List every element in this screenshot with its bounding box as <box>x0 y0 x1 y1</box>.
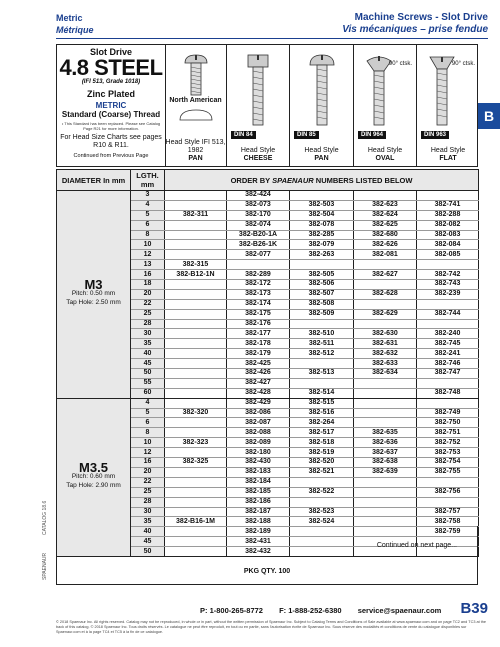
part-number-cell <box>354 497 417 507</box>
table-row <box>57 191 479 201</box>
part-number-cell: 382-624 <box>354 210 417 220</box>
part-number-cell: 382-430 <box>227 458 290 468</box>
length-cell: 45 <box>131 359 165 369</box>
length-cell: 25 <box>131 487 165 497</box>
material-grade: 4.8 STEEL <box>59 55 163 80</box>
part-number-cell: 382-431 <box>227 537 290 547</box>
table-tail <box>56 526 478 585</box>
part-number-cell <box>165 378 227 388</box>
part-number-cell <box>165 309 227 319</box>
part-number-cell: 382-188 <box>227 517 290 527</box>
part-number-cell <box>165 507 227 517</box>
part-number-cell: 382-179 <box>227 349 290 359</box>
length-cell: 35 <box>131 517 165 527</box>
part-number-cell <box>165 240 227 250</box>
replacement-note: • This Standard has been replaced. Please see Catalog Page R21 for more information. <box>61 121 161 131</box>
spec-panel <box>57 45 166 166</box>
part-number-cell <box>354 388 417 398</box>
header-rule <box>56 38 488 39</box>
part-number-cell: 382-513 <box>290 369 354 379</box>
part-number-cell <box>165 329 227 339</box>
part-number-cell: 382-516 <box>290 408 354 418</box>
part-number-cell: 382-088 <box>227 428 290 438</box>
brand-name: SPAENAUR <box>272 175 314 185</box>
head-style-label: Head Style <box>240 147 276 154</box>
part-number-cell: 382-084 <box>417 240 479 250</box>
part-number-cell: 382-639 <box>354 467 417 477</box>
length-cell: 16 <box>131 270 165 280</box>
length-cell: 4 <box>131 398 165 408</box>
section-tab[interactable]: B <box>478 103 500 129</box>
part-number-cell <box>290 497 354 507</box>
size-name: M3 <box>84 277 103 293</box>
part-number-cell <box>165 398 227 408</box>
grade-note: (IFI 513, Grade 1018) <box>81 79 141 85</box>
package-quantity: PKG QTY. 100 <box>243 568 291 575</box>
part-number-cell: 382-429 <box>227 398 290 408</box>
order-header: ORDER BY SPAENAUR NUMBERS LISTED BELOW <box>165 170 479 191</box>
part-number-cell: 382-520 <box>290 458 354 468</box>
part-number-cell <box>354 418 417 428</box>
part-number-cell <box>290 319 354 329</box>
table-header-row <box>57 170 479 191</box>
part-number-cell: 382-184 <box>227 477 290 487</box>
length-cell: 40 <box>131 349 165 359</box>
part-number-cell <box>354 319 417 329</box>
part-number-cell <box>354 408 417 418</box>
part-number-cell: 382-506 <box>290 280 354 290</box>
part-number-cell <box>165 448 227 458</box>
head-chart-reference: For Head Size Charts see pages R10 & R11. <box>60 134 162 149</box>
part-number-cell <box>417 191 479 201</box>
part-number-cell: 382-743 <box>417 280 479 290</box>
part-number-cell: 382-077 <box>227 250 290 260</box>
length-cell: 3 <box>131 191 165 201</box>
part-number-cell <box>354 477 417 487</box>
length-cell: 8 <box>131 230 165 240</box>
part-number-cell: 382-B16-1M <box>165 517 227 527</box>
part-number-cell <box>417 319 479 329</box>
page-title <box>342 12 488 36</box>
continued-next-page: Continued on next page... <box>376 542 457 549</box>
head-style-na-pan <box>165 45 227 166</box>
part-number-cell: 382-288 <box>417 210 479 220</box>
part-number-cell: 382-183 <box>227 467 290 477</box>
part-number-cell: 382-751 <box>417 428 479 438</box>
part-number-cell: 382-517 <box>290 428 354 438</box>
metric-label: METRIC <box>95 101 127 110</box>
part-number-cell: 382-626 <box>354 240 417 250</box>
part-number-cell: 382-631 <box>354 339 417 349</box>
part-number-cell: 382-B20-1A <box>227 230 290 240</box>
contact-footer <box>200 606 455 615</box>
head-style-din963-flat <box>417 45 479 166</box>
length-cell: 28 <box>131 497 165 507</box>
part-number-cell: 382-B26-1K <box>227 240 290 250</box>
part-number-cell: 382-078 <box>290 220 354 230</box>
part-number-cell: 382-323 <box>165 438 227 448</box>
part-number-cell: 382-311 <box>165 210 227 220</box>
part-number-cell: 382-180 <box>227 448 290 458</box>
size-cell <box>57 191 131 399</box>
part-number-cell: 382-264 <box>290 418 354 428</box>
length-cell: 50 <box>131 369 165 379</box>
part-number-cell: 382-741 <box>417 200 479 210</box>
part-number-cell <box>165 280 227 290</box>
part-number-cell: 382-428 <box>227 388 290 398</box>
length-cell: 35 <box>131 339 165 349</box>
countersink-angle: 90° ctsk. <box>388 61 412 67</box>
part-number-cell: 382-240 <box>417 329 479 339</box>
head-style-din964-oval <box>354 45 417 166</box>
part-number-cell: 382-239 <box>417 289 479 299</box>
part-number-cell <box>417 260 479 270</box>
part-number-cell: 382-756 <box>417 487 479 497</box>
part-number-cell: 382-170 <box>227 210 290 220</box>
part-number-cell: 382-744 <box>417 309 479 319</box>
length-cell: 16 <box>131 458 165 468</box>
part-number-cell: 382-514 <box>290 388 354 398</box>
head-style-name: CHEESE <box>243 155 273 162</box>
part-number-cell <box>417 497 479 507</box>
part-number-cell <box>165 191 227 201</box>
part-number-cell <box>165 497 227 507</box>
continued-from-previous: Continued from Previous Page <box>73 153 149 159</box>
part-number-cell <box>165 319 227 329</box>
part-number-cell: 382-519 <box>290 448 354 458</box>
catalog-side-text: CATALOG 18.6 <box>42 500 48 535</box>
part-number-cell: 382-509 <box>290 309 354 319</box>
part-number-cell <box>354 487 417 497</box>
size-name: M3.5 <box>79 460 108 476</box>
part-number-cell <box>227 260 290 270</box>
length-cell: 45 <box>131 537 165 547</box>
part-number-cell: 382-185 <box>227 487 290 497</box>
part-number-cell <box>165 299 227 309</box>
part-number-cell: 382-426 <box>227 369 290 379</box>
head-style-label: Head Style <box>367 147 403 154</box>
part-number-cell: 382-752 <box>417 438 479 448</box>
part-number-cell: 382-522 <box>290 487 354 497</box>
part-number-cell: 382-082 <box>417 220 479 230</box>
part-number-cell: 382-524 <box>290 517 354 527</box>
head-style-label: Head Style <box>304 147 339 154</box>
part-number-cell <box>290 260 354 270</box>
length-cell: 55 <box>131 378 165 388</box>
part-number-cell: 382-186 <box>227 497 290 507</box>
head-style-label: Head Style <box>430 147 466 154</box>
part-number-cell <box>290 477 354 487</box>
thread-pitch: Pitch: 0.60 mm <box>71 473 116 481</box>
part-number-cell: 382-177 <box>227 329 290 339</box>
tap-hole: Tap Hole: 2.50 mm <box>66 299 121 307</box>
length-cell: 20 <box>131 289 165 299</box>
phone-number: P: 1-800-265-8772 <box>200 606 263 615</box>
length-cell: 12 <box>131 448 165 458</box>
part-number-cell: 382-521 <box>290 467 354 477</box>
part-number-cell: 382-086 <box>227 408 290 418</box>
din-badge: DIN 85 <box>294 131 319 139</box>
length-cell: 20 <box>131 467 165 477</box>
length-cell: 10 <box>131 240 165 250</box>
part-number-cell <box>354 299 417 309</box>
part-number-cell: 382-757 <box>417 507 479 517</box>
part-number-cell: 382-172 <box>227 280 290 290</box>
part-number-cell: 382-085 <box>417 250 479 260</box>
length-cell: 18 <box>131 280 165 290</box>
part-number-cell <box>165 388 227 398</box>
length-cell: 25 <box>131 309 165 319</box>
part-number-cell <box>165 230 227 240</box>
parts-table <box>56 169 479 557</box>
part-number-cell: 382-638 <box>354 458 417 468</box>
part-number-cell: 382-507 <box>290 289 354 299</box>
part-number-cell <box>417 477 479 487</box>
part-number-cell <box>290 378 354 388</box>
length-cell: 13 <box>131 260 165 270</box>
pan-head-screw-icon <box>307 53 337 127</box>
page-number: B39 <box>460 600 488 617</box>
part-number-cell: 382-750 <box>417 418 479 428</box>
length-cell: 8 <box>131 428 165 438</box>
part-number-cell: 382-315 <box>165 260 227 270</box>
thread-type: Standard (Coarse) Thread <box>61 110 161 119</box>
part-number-cell <box>165 369 227 379</box>
part-number-cell: 382-637 <box>354 448 417 458</box>
head-style-name: OVAL <box>375 155 395 162</box>
section-label-en: Metric <box>56 13 83 23</box>
part-number-cell: 382-074 <box>227 220 290 230</box>
part-number-cell: 382-512 <box>290 349 354 359</box>
part-number-cell: 382-504 <box>290 210 354 220</box>
countersink-angle: 90° ctsk. <box>451 61 475 67</box>
part-number-cell: 382-629 <box>354 309 417 319</box>
part-number-cell: 382-505 <box>290 270 354 280</box>
length-cell: 30 <box>131 329 165 339</box>
part-number-cell <box>165 200 227 210</box>
part-number-cell: 382-630 <box>354 329 417 339</box>
part-number-cell <box>417 398 479 408</box>
part-number-cell <box>354 260 417 270</box>
thread-pitch: Pitch: 0.50 mm <box>71 290 116 298</box>
part-number-cell <box>165 467 227 477</box>
part-number-cell <box>165 289 227 299</box>
product-header <box>56 44 478 167</box>
part-number-cell <box>165 487 227 497</box>
part-number-cell: 382-632 <box>354 349 417 359</box>
pan-head-screw-icon <box>181 53 211 97</box>
head-style-name: PAN <box>188 155 203 162</box>
finish: Zinc Plated <box>86 89 135 99</box>
part-number-cell: 382-176 <box>227 319 290 329</box>
part-number-cell: 382-680 <box>354 230 417 240</box>
part-number-cell: 382-320 <box>165 408 227 418</box>
section-label-fr: Métrique <box>56 25 94 35</box>
part-number-cell: 382-325 <box>165 458 227 468</box>
length-cell: 50 <box>131 547 165 557</box>
length-header: LGTH. mm <box>131 170 165 191</box>
length-cell: 4 <box>131 200 165 210</box>
part-number-cell: 382-628 <box>354 289 417 299</box>
part-number-cell: 382-523 <box>290 507 354 517</box>
part-number-cell: 382-173 <box>227 289 290 299</box>
head-style-din84-cheese <box>227 45 290 166</box>
part-number-cell: 382-748 <box>417 388 479 398</box>
length-cell: 22 <box>131 477 165 487</box>
cheese-head-screw-icon <box>243 53 273 127</box>
head-style-name: PAN <box>314 155 329 162</box>
part-number-cell: 382-087 <box>227 418 290 428</box>
part-number-cell <box>165 418 227 428</box>
part-number-cell: 382-745 <box>417 339 479 349</box>
part-number-cell <box>165 477 227 487</box>
part-number-cell <box>165 359 227 369</box>
section-label <box>56 12 94 36</box>
diameter-header: DIAMETER In mm <box>57 170 131 191</box>
length-cell: 5 <box>131 408 165 418</box>
part-number-cell: 382-510 <box>290 329 354 339</box>
part-number-cell: 382-178 <box>227 339 290 349</box>
part-number-cell: 382-089 <box>227 438 290 448</box>
part-number-cell: 382-759 <box>417 527 479 537</box>
fax-number: F: 1-888-252-6380 <box>279 606 342 615</box>
part-number-cell: 382-432 <box>227 547 290 557</box>
part-number-cell <box>165 339 227 349</box>
head-style-din85-pan <box>290 45 354 166</box>
page-title-en: Machine Screws - Slot Drive <box>354 12 488 23</box>
part-number-cell: 382-427 <box>227 378 290 388</box>
part-number-cell: 382-285 <box>290 230 354 240</box>
length-cell: 6 <box>131 220 165 230</box>
part-number-cell: 382-753 <box>417 448 479 458</box>
din-badge: DIN 964 <box>358 131 386 139</box>
part-number-cell <box>417 299 479 309</box>
part-number-cell <box>165 250 227 260</box>
din-badge: DIN 84 <box>231 131 256 139</box>
part-number-cell: 382-424 <box>227 191 290 201</box>
part-number-cell <box>165 220 227 230</box>
part-number-cell <box>354 191 417 201</box>
part-number-cell: 382-633 <box>354 359 417 369</box>
length-cell: 30 <box>131 507 165 517</box>
part-number-cell: 382-241 <box>417 349 479 359</box>
part-number-cell: 382-518 <box>290 438 354 448</box>
page-title-fr: Vis mécaniques – prise fendue <box>342 24 488 35</box>
din-badge: DIN 963 <box>421 131 449 139</box>
part-number-cell: 382-289 <box>227 270 290 280</box>
part-number-cell: 382-081 <box>354 250 417 260</box>
part-number-cell: 382-623 <box>354 200 417 210</box>
part-number-cell: 382-749 <box>417 408 479 418</box>
length-cell: 22 <box>131 299 165 309</box>
length-cell: 28 <box>131 319 165 329</box>
part-number-cell: 382-627 <box>354 270 417 280</box>
part-number-cell: 382-508 <box>290 299 354 309</box>
part-number-cell <box>417 378 479 388</box>
part-number-cell: 382-175 <box>227 309 290 319</box>
part-number-cell <box>290 191 354 201</box>
part-number-cell: 382-747 <box>417 369 479 379</box>
part-number-cell <box>290 359 354 369</box>
part-number-cell: 382-758 <box>417 517 479 527</box>
table-row <box>57 398 479 408</box>
part-number-cell: 382-742 <box>417 270 479 280</box>
part-number-cell <box>354 398 417 408</box>
length-cell: 10 <box>131 438 165 448</box>
part-number-cell: 382-189 <box>227 527 290 537</box>
head-style-label: Head Style IFI 513, 1982 <box>165 139 226 154</box>
part-number-cell: 382-263 <box>290 250 354 260</box>
part-number-cell: 382-174 <box>227 299 290 309</box>
part-number-cell: 382-635 <box>354 428 417 438</box>
part-number-cell: 382-515 <box>290 398 354 408</box>
length-cell: 40 <box>131 527 165 537</box>
part-number-cell: 382-625 <box>354 220 417 230</box>
table-body <box>57 191 479 557</box>
head-origin-label: North American <box>169 97 222 104</box>
length-cell: 5 <box>131 210 165 220</box>
part-number-cell: 382-083 <box>417 230 479 240</box>
part-number-cell <box>354 507 417 517</box>
part-number-cell: 382-425 <box>227 359 290 369</box>
part-number-cell <box>354 280 417 290</box>
part-number-cell: 382-079 <box>290 240 354 250</box>
part-number-cell <box>165 349 227 359</box>
part-number-cell: 382-746 <box>417 359 479 369</box>
copyright-notice: © 2018 Spaenaur Inc. All rights reserved. Catalog may not be reproduced, in whole or in part, without the written permission of Spaenaur Inc. Subject to Catalog Terms and Conditions of Sale available at www.spaenaur.com and on page TC2 and TC3 at the back of this catalog. © 2018 Spaenaur Inc. Tous droits réservés. Le catalogue ne peut être reproduit, en tout ou en partie, sans l'autorisation écrite de Spaenaur Inc. Sous réserve des modalités et conditions de vente du catalogue disponibles sur Spaenaur.com et à la page TC4 et TC5 à la fin de ce catalogue. <box>56 620 486 634</box>
part-number-cell: 382-187 <box>227 507 290 517</box>
part-number-cell <box>165 428 227 438</box>
part-number-cell: 382-073 <box>227 200 290 210</box>
part-number-cell: 382-636 <box>354 438 417 448</box>
drive-type: Slot Drive <box>89 47 132 57</box>
part-number-cell: 382-754 <box>417 458 479 468</box>
pan-head-profile-icon <box>176 108 216 122</box>
part-number-cell: 382-755 <box>417 467 479 477</box>
length-cell: 12 <box>131 250 165 260</box>
head-style-name: FLAT <box>439 155 457 162</box>
length-cell: 6 <box>131 418 165 428</box>
part-number-cell: 382-B12-1N <box>165 270 227 280</box>
part-number-cell: 382-511 <box>290 339 354 349</box>
part-number-cell: 382-634 <box>354 369 417 379</box>
brand-side-text: SPAENAUR <box>42 552 48 580</box>
part-number-cell: 382-503 <box>290 200 354 210</box>
part-number-cell <box>354 378 417 388</box>
length-cell: 60 <box>131 388 165 398</box>
tap-hole: Tap Hole: 2.90 mm <box>66 482 121 490</box>
email-link[interactable]: service@spaenaur.com <box>357 606 442 615</box>
